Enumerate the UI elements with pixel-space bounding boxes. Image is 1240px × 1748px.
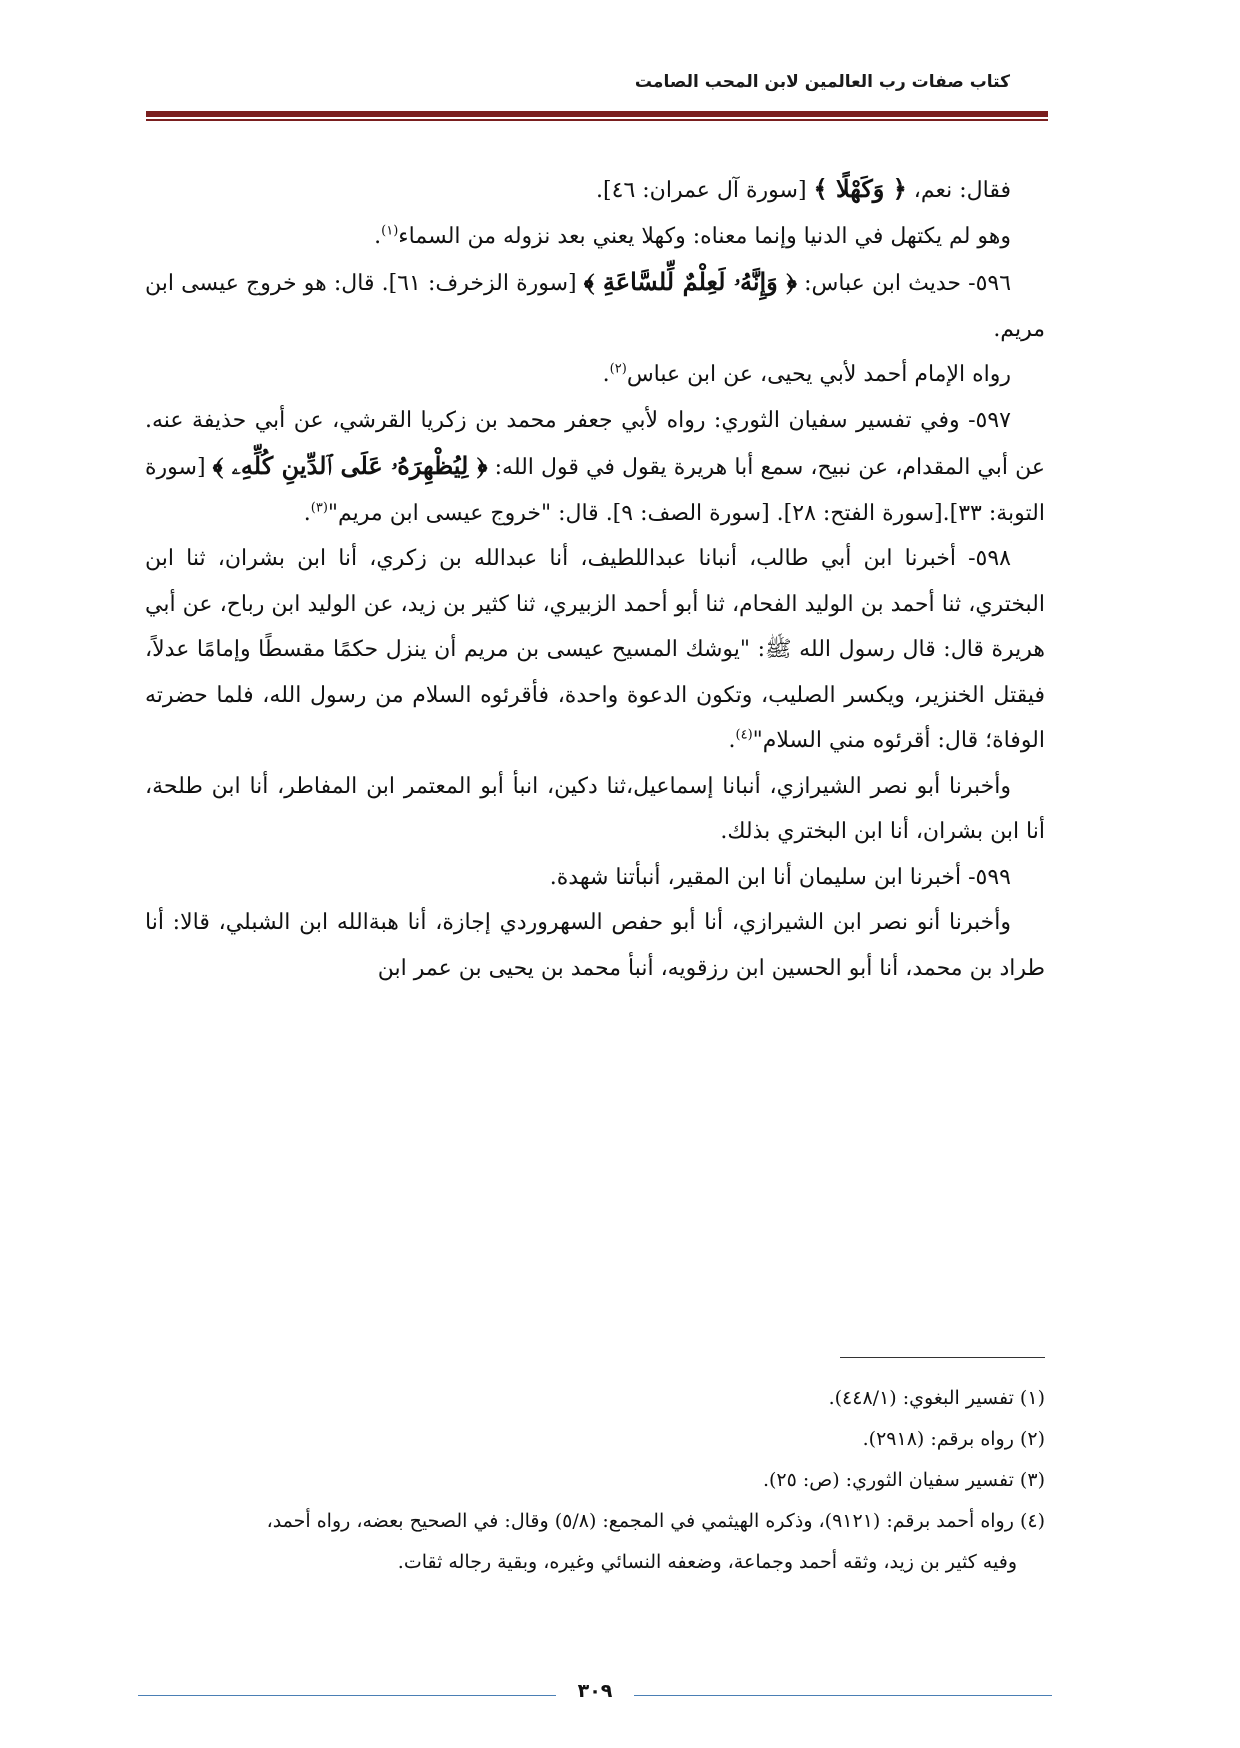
- footnote-1: (١) تفسير البغوي: (٤٤٨/١).: [828, 1387, 1045, 1409]
- paragraph-4: رواه الإمام أحمد لأبي يحيى، عن ابن عباس$^{(٢)}$.: [602, 361, 1011, 387]
- footnotes: [145, 1378, 1045, 1583]
- footer-rule-left: [138, 1695, 556, 1696]
- main-text: [145, 166, 1045, 991]
- paragraph-9: وأخبرنا أنو نصر ابن الشيرازي، أنا أبو حفص السهروردي إجازة، أنا هبةالله ابن الشبلي، قالا: أنا طراد بن محمد، أنا أبو الحسين ابن رزقويه، أنبأ محمد بن يحيى بن عمر ابن: [145, 910, 1045, 981]
- paragraph-599: ٥٩٩- أخبرنا ابن سليمان أنا ابن المقير، أنبأتنا شهدة.: [549, 864, 1011, 890]
- quran-verse: ﴿ لِيُظْهِرَهُۥ عَلَى ٱلدِّينِ كُلِّهِۦ ﴾: [212, 451, 488, 480]
- quran-verse: ﴿ وَإِنَّهُۥ لَعِلْمٌ لِّلسَّاعَةِ ﴾: [583, 267, 797, 296]
- paragraph-597: ٥٩٧- وفي تفسير سفيان الثوري: رواه لأبي جعفر محمد بن زكريا القرشي، عن أبي حذيفة عنه. عن أبي المقدام، عن نبيح، سمع أبا هريرة يقول في قول الله: ﴿ لِيُظْهِرَهُۥ عَلَى ٱلدِّينِ كُلِّهِۦ ﴾ [سورة التوبة: ٣٣].[سورة الفتح: ٢٨]. [سورة الصف: ٩]. قال: "خروج عيسى ابن مريم"$^{(٣)}$.: [145, 407, 1045, 526]
- paragraph-2: وهو لم يكتهل في الدنيا وإنما معناه: وكهلا يعني بعد نزوله من السماء$^{(١)}$.: [374, 223, 1011, 249]
- header-rule-thin: [146, 119, 1048, 121]
- footnote-ref-3[interactable]: (٣): [310, 500, 328, 516]
- paragraph-596: ٥٩٦- حديث ابن عباس: ﴿ وَإِنَّهُۥ لَعِلْمٌ لِّلسَّاعَةِ ﴾ [سورة الزخرف: ٦١]. قال: هو خروج عيسى ابن مريم.: [145, 267, 1045, 342]
- footnote-2: (٢) رواه برقم: (٢٩١٨).: [862, 1428, 1045, 1450]
- footnote-separator: [840, 1357, 1045, 1358]
- footnote-4: (٤) رواه أحمد برقم: (٩١٢١)، وذكره الهيثمي في المجمع: (٥/٨) وقال: في الصحيح بعضه، رواه أحمد،: [266, 1510, 1045, 1532]
- footnote-4-continued: وفيه كثير بن زيد، وثقه أحمد وجماعة، وضعفه النسائي وغيره، وبقية رجاله ثقات.: [397, 1551, 1017, 1573]
- header-rule-thick: [146, 111, 1048, 117]
- footer-rule-right: [634, 1695, 1052, 1696]
- paragraph-1: فقال: نعم، ﴿ وَكَهْلًا ﴾ [سورة آل عمران: ٤٦].: [596, 174, 1011, 203]
- footnote-ref-1[interactable]: (١): [381, 223, 399, 239]
- footnote-ref-2[interactable]: (٢): [609, 361, 627, 377]
- paragraph-598: ٥٩٨- أخبرنا ابن أبي طالب، أنبانا عبداللطيف، أنا عبدالله بن زكري، أنا ابن بشران، ثنا ابن البختري، ثنا أحمد بن الوليد الفحام، ثنا أبو أحمد الزبيري، ثنا كثير بن زيد، عن الوليد ابن رباح، عن أبي هريرة قال: قال رسول الله ﷺ: "يوشك المسيح عيسى بن مريم أن ينزل حكمًا مقسطًا وإمامًا عدلاً، فيقتل الخنزير، ويكسر الصليب، وتكون الدعوة واحدة، فأقرئوه السلام من رسول الله، فلما حضرته الوفاة؛ قال: أقرئوه مني السلام"$^{(٤)}$.: [145, 546, 1046, 753]
- quran-verse: ﴿ وَكَهْلًا ﴾: [813, 174, 907, 203]
- running-header-title: كتاب صفات رب العالمين لابن المحب الصامت: [634, 72, 1010, 92]
- paragraph-7: وأخبرنا أبو نصر الشيرازي، أنبانا إسماعيل،ثنا دكين، انبأ أبو المعتمر ابن المفاطر، أنا ابن طلحة، أنا ابن بشران، أنا ابن البختري بذلك.: [145, 773, 1045, 844]
- footnote-3: (٣) تفسير سفيان الثوري: (ص: ٢٥).: [762, 1469, 1045, 1491]
- footnote-ref-4[interactable]: (٤): [735, 727, 753, 743]
- page-number: ٣٠٩: [577, 1680, 613, 1702]
